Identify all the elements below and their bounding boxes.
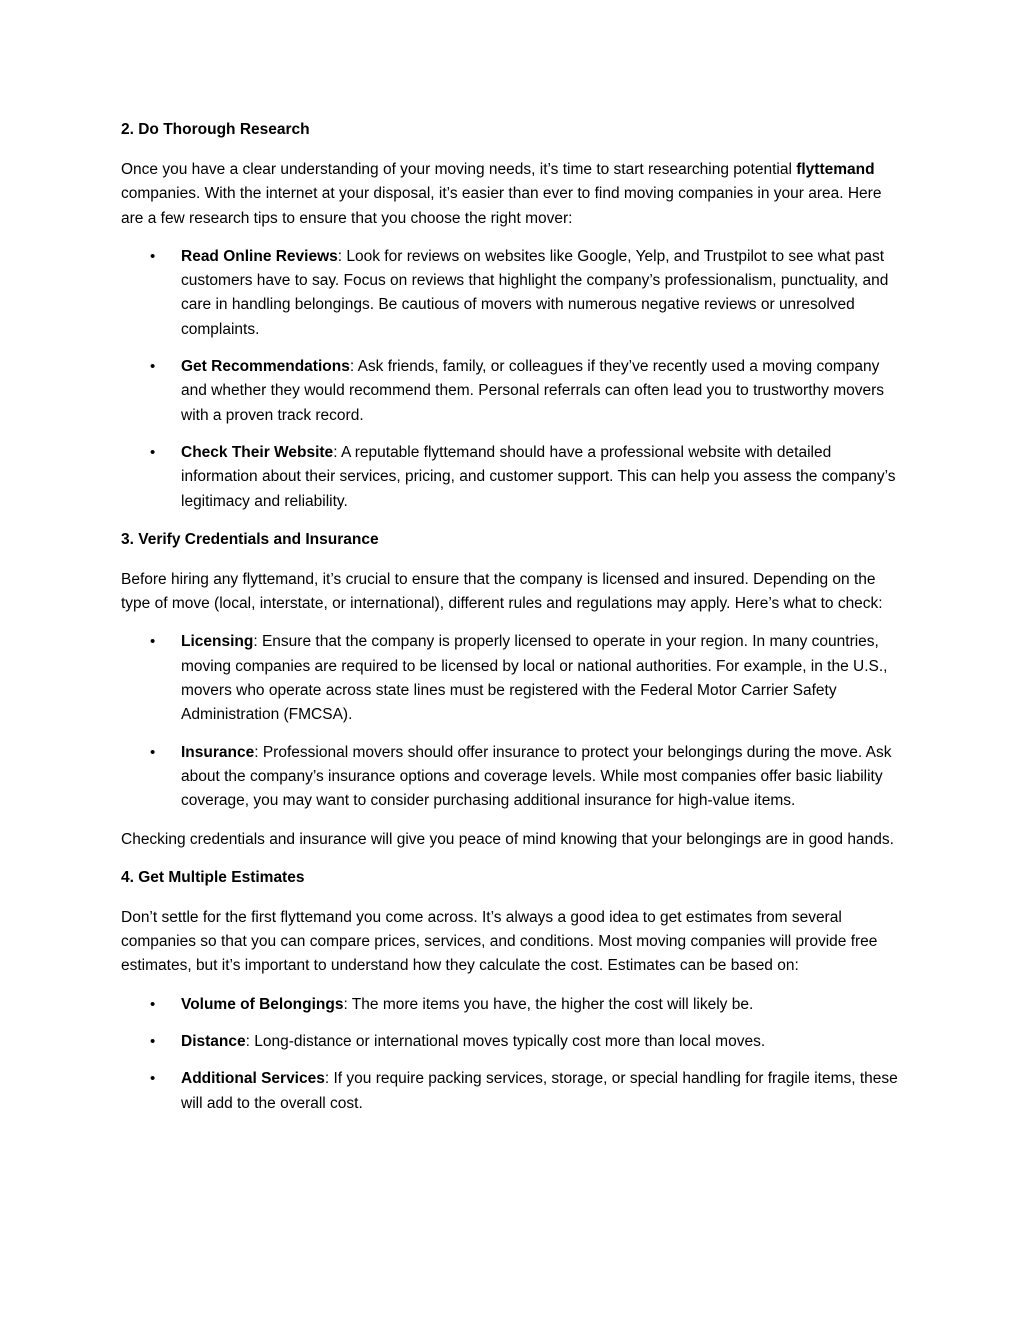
bullet-icon: •	[150, 443, 156, 461]
bullet-icon: •	[150, 743, 156, 761]
list-item	[121, 355, 901, 428]
document-page	[121, 118, 901, 1130]
list-item	[121, 441, 901, 514]
section-intro-estimates: Don’t settle for the first flyttemand you come across. It’s always a good idea to get estimates from several companies so that you can compare prices, services, and conditions. Most moving companies will provide free estimates, but it’s important to understand how they calculate the cost. Estimates can be based on:	[121, 908, 878, 975]
list-item-term: Insurance	[181, 743, 255, 761]
bullet-icon: •	[150, 358, 156, 376]
bullet-icon: •	[150, 1070, 156, 1088]
intro-text: companies. With the internet at your disposal, it’s easier than ever to find moving companies in your area. Here are a few research tips to ensure that you choose the right mover:	[121, 185, 882, 227]
list-item	[121, 1030, 901, 1054]
list-item-term: Volume of Belongings	[181, 995, 344, 1013]
list-item-text: : Look for reviews on websites like Google, Yelp, and Trustpilot to see what past customers have to say. Focus on reviews that highlight the company’s professionalism, punctuality, and care in handling belongings. Be cautious of movers with numerous negative reviews or unresolved complaints.	[181, 247, 889, 338]
list-item-term: Licensing	[181, 633, 254, 651]
section-intro-credentials: Before hiring any flyttemand, it’s crucial to ensure that the company is licensed and insured. Depending on the type of move (local, interstate, or international), different rules and regulations may apply. Here’s what to check:	[121, 570, 883, 613]
list-item-term: Additional Services	[181, 1070, 325, 1088]
list-item-term: Check Their Website	[181, 443, 334, 461]
list-item-text: : Long-distance or international moves typically cost more than local moves.	[245, 1033, 766, 1051]
bullet-icon: •	[150, 995, 156, 1013]
section-intro-research	[121, 158, 901, 231]
list-item-term: Read Online Reviews	[181, 247, 338, 265]
list-item-text: : Professional movers should offer insurance to protect your belongings during the move. Ask about the company’s insurance options and coverage levels. While most companies offer basic liability coverage, you may want to consider purchasing additional insurance for high-value items.	[181, 743, 892, 810]
estimates-list	[121, 993, 901, 1116]
section-heading-research: 2. Do Thorough Research	[121, 121, 310, 138]
list-item-text: : If you require packing services, storage, or special handling for fragile items, these will add to the overall cost.	[181, 1070, 898, 1112]
intro-bold-term: flyttemand	[796, 161, 875, 178]
section-heading-credentials: 3. Verify Credentials and Insurance	[121, 530, 379, 548]
section-heading-estimates: 4. Get Multiple Estimates	[121, 868, 305, 886]
list-item	[121, 245, 901, 342]
list-item	[121, 630, 901, 727]
list-item	[121, 1067, 901, 1116]
list-item-text: : Ask friends, family, or colleagues if they’ve recently used a moving company and whether they would recommend them. Personal referrals can often lead you to trustworthy movers with a proven track record.	[181, 358, 885, 424]
list-item-term: Distance	[181, 1033, 246, 1051]
list-item-text: : The more items you have, the higher the cost will likely be.	[343, 995, 754, 1013]
bullet-icon: •	[150, 633, 156, 651]
list-item	[121, 741, 901, 814]
list-item-term: Get Recommendations	[181, 358, 350, 376]
research-tips-list	[121, 245, 901, 514]
bullet-icon: •	[150, 1033, 156, 1051]
credentials-list	[121, 630, 901, 813]
bullet-icon: •	[150, 247, 156, 265]
list-item	[121, 993, 901, 1017]
intro-text: Once you have a clear understanding of your moving needs, it’s time to start researching potential	[121, 161, 797, 178]
section-outro-credentials: Checking credentials and insurance will give you peace of mind knowing that your belongings are in good hands.	[121, 830, 894, 848]
list-item-text: : Ensure that the company is properly licensed to operate in your region. In many countries, moving companies are required to be licensed by local or national authorities. For example, in the U.S., movers who operate across state lines must be registered with the Federal Motor Carrier Safety Administration (FMCSA).	[181, 633, 888, 724]
list-item-text: : A reputable flyttemand should have a professional website with detailed information about their services, pricing, and customer support. This can help you assess the company’s legitimacy and reliability.	[181, 443, 896, 510]
